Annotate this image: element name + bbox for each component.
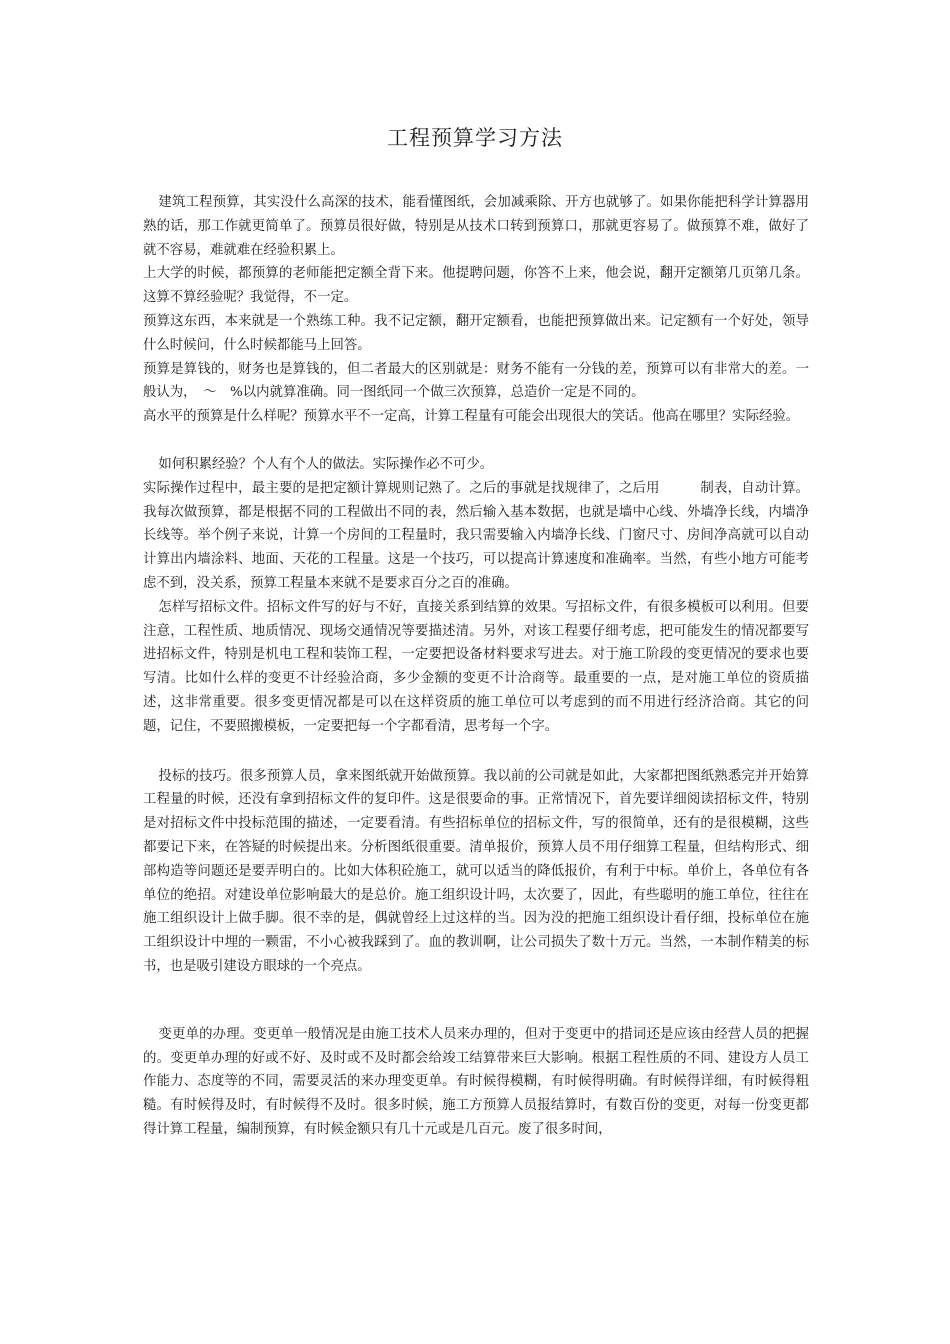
paragraph: 怎样写招标文件。招标文件写的好与不好，直接关系到结算的效果。写招标文件，有很多模板可以利用。但要注意，工程性质、地质情况、现场交通情况等要描述清。另外，对该工程要仔细考虑，把可能发生的情况都要写进招标文件，特别是机电工程和装饰工程，一定要把设备材料要求写进去。对于施工阶段的变更情况的要求也要写清。比如什么样的变更不计经验洽商，多少金额的变更不计洽商等。最重要的一点，是对施工单位的资质描述，这非常重要。很多变更情况都是可以在这样资质的施工单位可以考虑到的而不用进行经济洽商。其它的问题，记住，不要照搬模板，一定要把每一个字都看清，思考每一个字。	[143, 599, 809, 734]
paragraph: 实际操作过程中，最主要的是把定额计算规则记熟了。之后的事就是找规律了，之后用 制表，自动计算。我每次做预算，都是根据不同的工程做出不同的表，然后输入基本数据，也就是墙中心线、外墙净长线，内墙净长线等。举个例子来说，计算一个房间的工程量时，我只需要输入内墙净长线、门窗尺寸、房间净高就可以自动计算出内墙涂料、地面、天花的工程量。这是一个技巧，可以提高计算速度和准确率。当然，有些小地方可能考虑不到，没关系，预算工程量本来就不是要求百分之百的准确。	[143, 480, 809, 591]
document-title: 工程预算学习方法	[387, 126, 563, 150]
paragraph: 变更单的办理。变更单一般情况是由施工技术人员来办理的，但对于变更中的措词还是应该由经营人员的把握的。变更单办理的好或不好、及时或不及时都会给竣工结算带来巨大影响。根据工程性质的不同、建设方人员工作能力、态度等的不同，需要灵活的来办理变更单。有时候得模糊，有时候得明确。有时候得详细，有时候得粗糙。有时候得及时，有时候得不及时。很多时候，施工方预算人员报结算时，有数百份的变更，对每一份变更都得计算工程量，编制预算，有时候金额只有几十元或是几百元。废了很多时间，	[143, 1026, 809, 1137]
paragraph: 预算是算钱的，财务也是算钱的，但二者最大的区别就是：财务不能有一分钱的差，预算可以有非常大的差。一般认为， ～ %以内就算准确。同一图纸同一个做三次预算，总造价一定是不同的。	[143, 361, 809, 401]
paragraph: 高水平的预算是什么样呢？预算水平不一定高，计算工程量有可能会出现很大的笑话。他高在哪里？实际经验。	[143, 409, 800, 425]
paragraph: 预算这东西，本来就是一个熟练工种。我不记定额，翻开定额看，也能把预算做出来。记定额有一个好处，领导什么时候问，什么时候都能马上回答。	[143, 313, 809, 353]
paragraph: 投标的技巧。很多预算人员，拿来图纸就开始做预算。我以前的公司就是如此，大家都把图纸熟悉完并开始算工程量的时候，还没有拿到招标文件的复印件。这是很要命的事。正常情况下，首先要详细阅读招标文件，特别是对招标文件中投标范围的描述，一定要看清。有些招标单位的招标文件，写的很简单，还有的是很模糊，这些都要记下来，在答疑的时候提出来。分析图纸很重要。清单报价，预算人员不用仔细算工程量，但结构形式、细部构造等问题还是要弄明白的。比如大体积砼施工，就可以适当的降低报价，有利于中标。单价上，各单位有各单位的绝招。对建设单位影响最大的是总价。施工组织设计吗，太次要了，因此，有些聪明的施工单位，往往在施工组织设计上做手脚。很不幸的是，偶就曾经上过这样的当。因为没的把施工组织设计看仔细，投标单位在施工组织设计中埋的一颗雷，不小心被我踩到了。血的教训啊，让公司损失了数十万元。当然，一本制作精美的标书，也是吸引建设方眼球的一个亮点。	[143, 768, 809, 974]
paragraph: 建筑工程预算，其实没什么高深的技术，能看懂图纸，会加减乘除、开方也就够了。如果你能把科学计算器用熟的话，那工作就更简单了。预算员很好做，特别是从技术口转到预算口，那就更容易了。做预算不难，做好了就不容易，难就难在经验积累上。	[143, 195, 809, 258]
document-body	[143, 191, 809, 1142]
paragraph: 如何积累经验？个人有个人的做法。实际操作必不可少。	[158, 456, 494, 472]
paragraph: 上大学的时候，都预算的老师能把定额全背下来。他提聘问题，你答不上来，他会说，翻开定额第几页第几条。这算不算经验呢？我觉得，不一定。	[143, 266, 809, 306]
